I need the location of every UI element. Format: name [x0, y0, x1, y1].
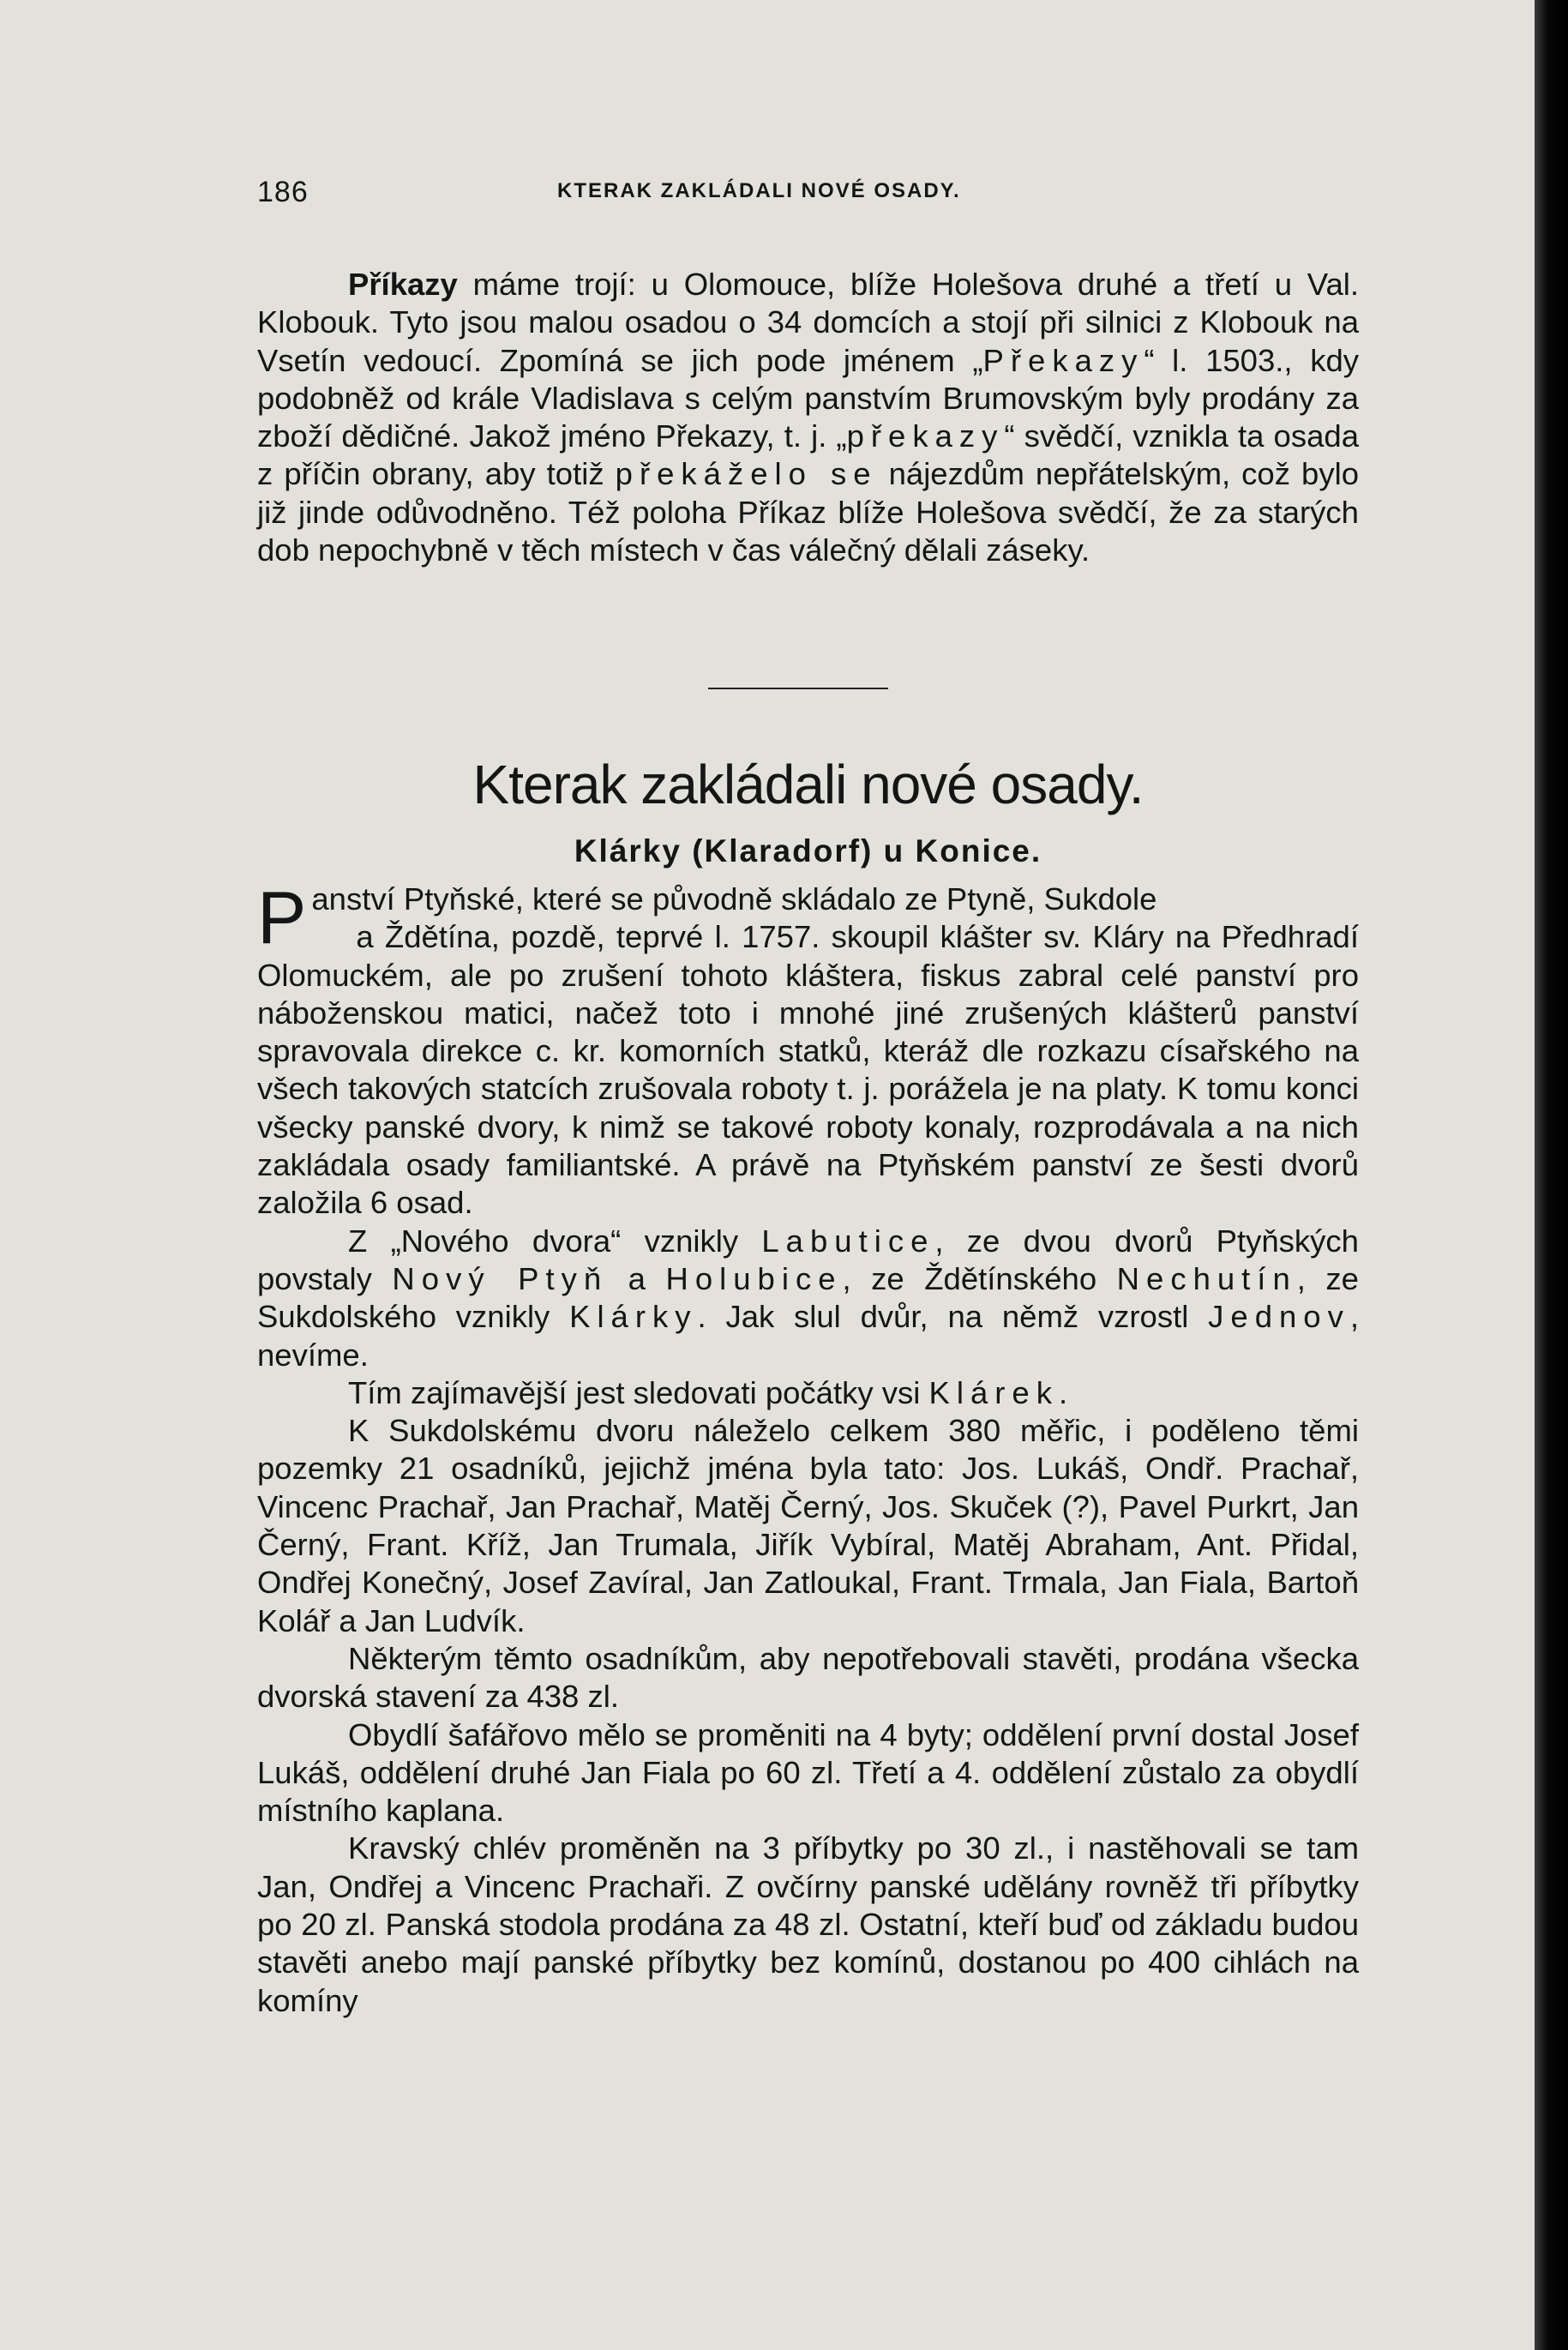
entry-paragraph	[257, 266, 1359, 569]
spaced-word: překazy	[846, 418, 1005, 454]
place-novy-ptyn: Nový Ptyň	[392, 1260, 609, 1296]
paragraph-4: K Sukdolskému dvoru náleželo celkem 380 měřic, i poděleno těmi pozemky 21 osadníků, jejichž jména byla tato: Jos. Lukáš, Ondř. Prachař, Vincenc Prachař, Jan Prachař, Matěj Černý, Jos. Skuček (?), Pavel Purkrt, Jan Černý, Frant. Kříž, Jan Trumala, Jiřík Vybíral, Matěj Abraham, Ant. Přidal, Ondřej Konečný, Josef Zavíral, Jan Zatloukal, Frant. Trmala, Jan Fiala, Bartoň Kolář a Jan Ludvík.	[257, 1413, 1359, 1638]
spaced-name: Překazy	[982, 342, 1144, 378]
paragraph-3	[257, 1374, 1359, 1412]
p2-text-g: , nevíme.	[257, 1299, 1359, 1373]
page-number: 186	[257, 176, 309, 208]
p1-first-line: anství Ptyňské, které se původně skládalo ze Ptyně, Sukdole	[311, 881, 1157, 917]
p2-text-c: a	[608, 1260, 666, 1296]
drop-cap: P	[257, 877, 307, 959]
running-title: KTERAK ZAKLÁDALI NOVÉ OSADY.	[557, 179, 961, 202]
page-edge-shadow	[1535, 0, 1568, 2350]
place-jednov: Jednov	[1208, 1299, 1350, 1335]
place-labutice: Labutice	[761, 1223, 935, 1259]
p3-text-a: Tím zajímavější jest sledovati počátky vsi	[348, 1374, 929, 1410]
paragraph-5: Některým těmto osadníkům, aby nepotřebovali stavěti, prodána všecka dvorská stavení za 438 zl.	[257, 1640, 1359, 1715]
entry-text-3: “ svědčí, vznikla ta osada z příčin obrany, aby totiž	[257, 418, 1360, 492]
entry-headword: Příkazy	[348, 267, 458, 302]
entry-text-2: “ l. 1503., kdy podobněž od krále Vladislava s celým panstvím Brumovským byly prodány za zboží dědičné. Jakož jméno Překazy, t. j. „	[257, 342, 1359, 454]
p2-text-a: Z „Nového dvora“ vznikly	[348, 1223, 762, 1259]
p2-text-d: , ze Ždětínského	[842, 1260, 1117, 1296]
paragraph-2	[257, 1223, 1359, 1374]
place-klarky: Klárky	[569, 1299, 698, 1335]
paragraph-1	[257, 877, 1359, 1223]
entry-text: máme trojí: u Olomouce, blíže Holešova druhé a třetí u Val. Klobouk. Tyto jsou malou osadou o 34 domcích a stojí při silnici z Klobouk na Vsetín vedoucí. Zpomíná se jich pode jménem „	[257, 267, 1359, 378]
p2-text-e: , ze Sukdolského vznikly	[257, 1260, 1359, 1335]
section-subtitle: Klárky (Klaradorf) u Konice.	[574, 833, 1042, 868]
p3-text-b: .	[1058, 1374, 1068, 1410]
place-nechutin: Nechutín	[1116, 1260, 1297, 1296]
place-holubice: Holubice	[665, 1260, 843, 1296]
spaced-phrase: překáželo se	[615, 456, 878, 492]
p2-text-b: , ze dvou dvorů Ptyňských povstaly	[257, 1223, 1359, 1296]
chapter-title: Kterak zakládali nové osady.	[472, 754, 1144, 815]
running-head	[257, 176, 1372, 210]
paragraph-7: Kravský chlév proměněn na 3 příbytky po 30 zl., i nastěhovali se tam Jan, Ondřej a Vincenc Prachaři. Z ovčírny panské udělány rovněž tři příbytky po 20 zl. Panská stodola prodána za 48 zl. Ostatní, kteří buď od základu budou stavěti anebo mají panské příbytky bez komínů, dostanou po 400 cihlách na komíny	[257, 1830, 1359, 2018]
section-divider	[708, 688, 888, 689]
chapter-body	[257, 877, 1359, 2020]
paragraph-6: Obydlí šafářovo mělo se proměniti na 4 byty; oddělení první dostal Josef Lukáš, oddělení druhé Jan Fiala po 60 zl. Třetí a 4. oddělení zůstalo za obydlí místního kaplana.	[257, 1716, 1359, 1829]
p1-rest: na Předhradí Olomuckém, ale po zrušení tohoto kláštera, fiskus zabral celé panství pro náboženskou matici, načež toto i mnohé jiné zrušených klášterů panství spravovala direkce c. kr. komorních statků, kteráž dle rozkazu císařského na všech takových statcích zrušovala roboty t. j. porážela je na platy. K tomu konci všecky panské dvory, k nimž se takové roboty konaly, rozprodávala a na nich zakládala osady familiantské. A právě na Ptyňském panství ze šesti dvorů založila 6 osad.	[257, 919, 1359, 1221]
place-klarek: Klárek	[928, 1374, 1059, 1410]
entry-text-4: nájezdům nepřátelským, což bylo již jinde odůvodněno. Též poloha Příkaz blíže Holešova svědčí, že za starých dob nepochybně v těch místech v čas válečný dělali záseky.	[257, 456, 1359, 568]
p1-second-line: a Ždětína, pozdě, teprvé l. 1757. skoupil klášter sv. Kláry	[356, 919, 1164, 955]
p2-text-f: . Jak slul dvůr, na němž vzrostl	[697, 1299, 1209, 1335]
